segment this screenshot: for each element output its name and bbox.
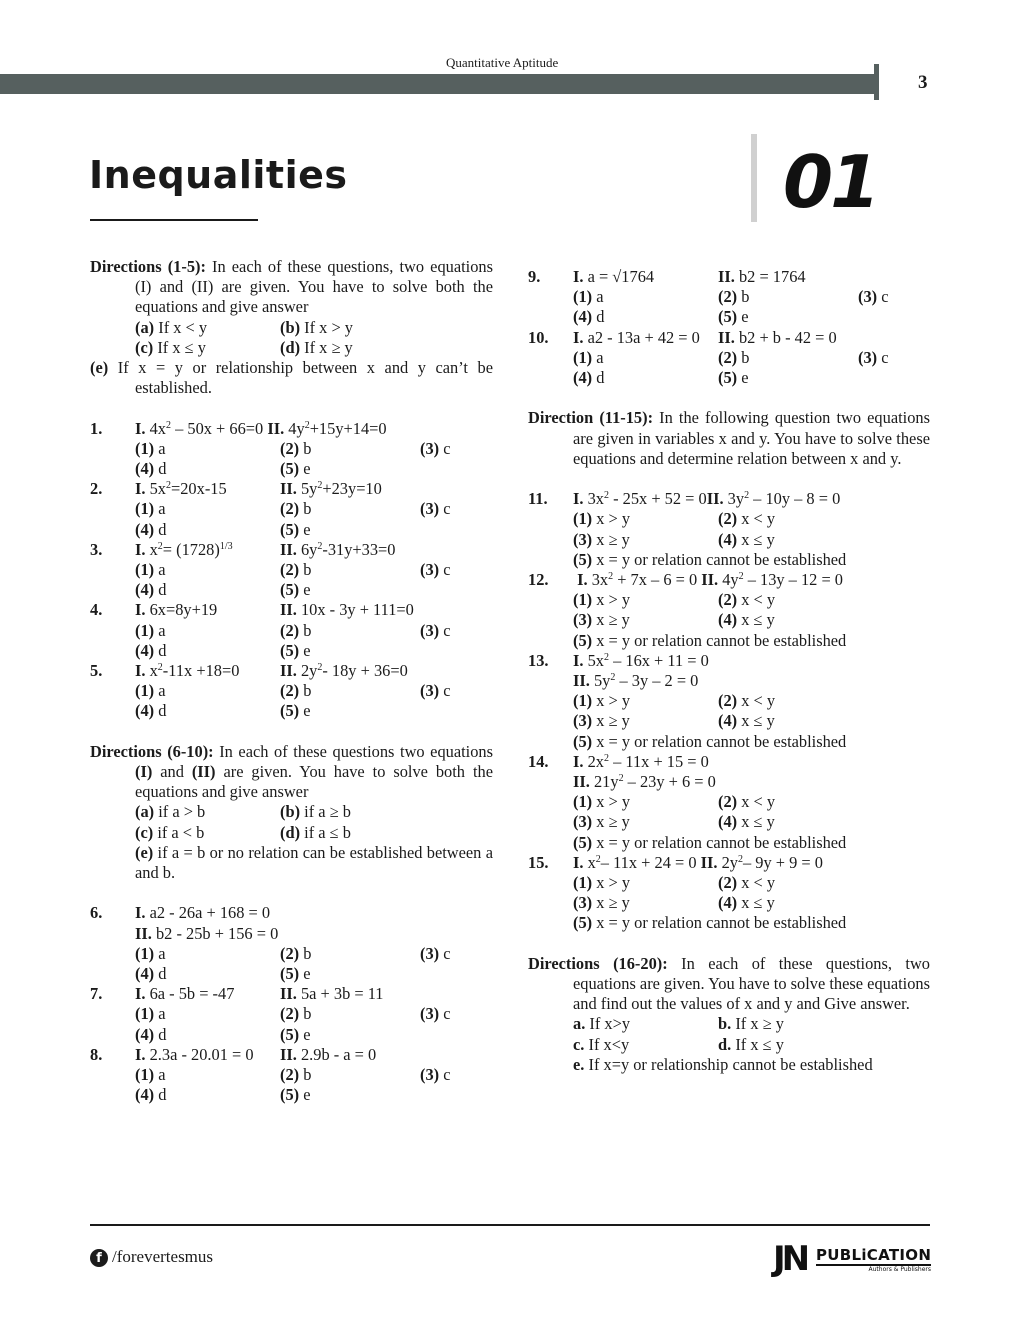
question-15 xyxy=(528,853,930,934)
directions-heading: Directions (1-5): xyxy=(90,257,206,276)
options-row: (1) x > y (2) x < y xyxy=(573,590,776,610)
answer-option-e: (e) If x = y or relationship between x and y can’t be established. xyxy=(90,358,493,398)
title-underline xyxy=(90,219,258,221)
question-5 xyxy=(90,661,493,722)
right-column xyxy=(528,267,930,1075)
options-row: (1) a (2) b (3) c xyxy=(135,1065,451,1085)
equations: I. $4x^2 - 50x + 66=0$ II. $4y^2+15y+14=0$ xyxy=(135,418,387,438)
equation-2: II. $5y^2 - 3y - 2 = 0$ xyxy=(573,671,699,691)
options-row: (4) d (5) e xyxy=(135,1085,311,1105)
options-row: (1) a (2) b (3) c xyxy=(135,681,451,701)
equations: I. 6x=8y+19 II. 10x - 3y + 111=0 xyxy=(135,600,414,620)
options-row: (5) x = y or relation cannot be established xyxy=(573,731,847,751)
options-row: (4) d (5) e xyxy=(135,580,311,600)
options-row: (4) d (5) e xyxy=(135,519,311,539)
header-bar xyxy=(0,74,876,94)
social-handle: /forevertesmus xyxy=(112,1247,214,1266)
options-row: (5) x = y or relation cannot be established xyxy=(573,630,847,650)
answer-options-row: (c) if a < b (d) if a ≤ b xyxy=(135,822,351,842)
directions-text: In each of these questions, two equations (I) and (II) are given. You have to solve both the equations and give answer xyxy=(135,257,493,317)
equation-2: II. $21y^2 - 23y + 6 = 0$ xyxy=(573,772,716,792)
answer-option-e: e. If x=y or relationship cannot be established xyxy=(573,1054,873,1074)
options-row: (1) a (2) b (3) c xyxy=(135,1004,451,1024)
header-bar-end xyxy=(874,64,879,100)
equations: I. $x^2= (1728)^{1/3}$ II. $6y^2-31y+33=0$ xyxy=(135,539,396,559)
equation-2: II. b2 - 25b + 156 = 0 xyxy=(135,923,279,943)
directions-6-10: Directions (6-10): In each of these questions two equations (I) and (II) are given. You have to solve both the equations and give answer (a) if a > b (b) if a ≥ b (c) if a < b (d) if a ≤ b (e) if a = b or no relation can be established between a and b. xyxy=(90,741,493,883)
question-2 xyxy=(90,479,493,540)
options-row: (4) d (5) e xyxy=(573,307,749,327)
chapter-title: Inequalities xyxy=(89,153,348,197)
equations: I. $3x^2 + 7x - 6 = 0$ II. $4y^2 - 13y - 12 = 0$ xyxy=(577,570,844,590)
equation-1: I. $2x^2 - 11x + 15 = 0$ xyxy=(573,751,709,771)
options-row: (3) x ≥ y (4) x ≤ y xyxy=(573,529,775,549)
options-row: (3) x ≥ y (4) x ≤ y xyxy=(573,893,775,913)
question-number: 15. xyxy=(528,852,549,872)
question-7 xyxy=(90,984,493,1045)
left-column xyxy=(90,257,493,1105)
options-row: (1) a (2) b (3) c xyxy=(573,347,889,367)
options-row: (4) d (5) e xyxy=(135,640,311,660)
directions-text: In each of these questions, two equations are given. You have to solve these equations and find out the values of x and y and Give answer. xyxy=(573,953,930,1014)
directions-text: In the following question two equations are given in variables x and y. You have to solve these equations and determine relation between x and y. xyxy=(573,408,930,468)
question-8 xyxy=(90,1045,493,1106)
options-row: (5) x = y or relation cannot be established xyxy=(573,549,847,569)
logo-mark: JN xyxy=(773,1239,807,1279)
options-row: (3) x ≥ y (4) x ≤ y xyxy=(573,610,775,630)
question-11 xyxy=(528,489,930,570)
options-row: (1) a (2) b (3) c xyxy=(135,943,451,963)
question-13 xyxy=(528,651,930,752)
question-14 xyxy=(528,752,930,853)
question-number: 14. xyxy=(528,751,549,771)
question-1 xyxy=(90,419,493,480)
answer-options-row: (a) if a > b (b) if a ≥ b xyxy=(135,802,351,822)
options-row: (1) a (2) b (3) c xyxy=(135,560,451,580)
options-row: (5) x = y or relation cannot be established xyxy=(573,832,847,852)
equations: I. 6a - 5b = -47 II. 5a + 3b = 11 xyxy=(135,984,384,1004)
question-9 xyxy=(528,267,930,328)
options-row: (4) d (5) e xyxy=(135,701,311,721)
chapter-number-bar xyxy=(751,134,757,222)
directions-11-15 xyxy=(528,408,930,469)
options-row: (5) x = y or relation cannot be established xyxy=(573,913,847,933)
directions-heading: Directions (16-20): xyxy=(528,953,668,973)
question-number: 10. xyxy=(528,327,549,347)
directions-heading: Direction (11-15): xyxy=(528,408,654,428)
options-row: (4) d (5) e xyxy=(135,459,311,479)
answer-options-row: (a) If x < y (b) If x > y xyxy=(135,317,353,337)
options-row: (4) d (5) e xyxy=(135,964,311,984)
options-row: (1) x > y (2) x < y xyxy=(573,792,776,812)
question-number: 8. xyxy=(90,1044,103,1064)
equations: I. 2.3a - 20.01 = 0 II. 2.9b - a = 0 xyxy=(135,1044,377,1064)
options-row: (4) d (5) e xyxy=(573,368,749,388)
answer-options-row: a. If x>y b. If x ≥ y xyxy=(573,1014,784,1034)
options-row: (1) a (2) b (3) c xyxy=(135,620,451,640)
options-row: (1) a (2) b (3) c xyxy=(573,287,889,307)
question-6 xyxy=(90,903,493,984)
question-4 xyxy=(90,600,493,661)
question-number: 12. xyxy=(528,570,549,590)
question-number: 9. xyxy=(528,267,541,286)
directions-1-5 xyxy=(90,257,493,398)
directions-16-20 xyxy=(528,954,930,1075)
directions-heading: Directions (6-10): xyxy=(90,741,214,761)
question-number: 4. xyxy=(90,600,103,620)
options-row: (3) x ≥ y (4) x ≤ y xyxy=(573,812,775,832)
options-row: (3) x ≥ y (4) x ≤ y xyxy=(573,711,775,731)
question-10 xyxy=(528,328,930,389)
question-number: 11. xyxy=(528,489,548,509)
publisher-logo xyxy=(773,1240,931,1280)
options-row: (1) x > y (2) x < y xyxy=(573,509,776,529)
options-row: (1) a (2) b (3) c xyxy=(135,499,451,519)
equations: I. $x^2-11x +18=0$ II. $2y^2-$ 18y + 36=0 xyxy=(135,661,408,681)
question-number: 7. xyxy=(90,984,103,1004)
question-number: 6. xyxy=(90,903,103,923)
running-header: Quantitative Aptitude xyxy=(446,55,559,70)
question-number: 5. xyxy=(90,661,103,681)
question-number: 2. xyxy=(90,479,103,499)
chapter-number: 01 xyxy=(783,140,878,224)
answer-options-row: (c) If x ≤ y (d) If x ≥ y xyxy=(135,337,353,357)
footer-rule xyxy=(90,1224,930,1226)
logo-name: PUBLiCATION xyxy=(816,1246,932,1264)
question-12 xyxy=(528,570,930,651)
options-row: (1) x > y (2) x < y xyxy=(573,873,776,893)
equations: I. $5x^2=20x-15$ II. $5y^2+23y=10$ xyxy=(135,479,382,499)
equations: I. a = √1764 II. b2 = 1764 xyxy=(573,267,806,286)
question-number: 13. xyxy=(528,650,549,670)
equation-1: I. $5x^2 - 16x + 11 = 0$ xyxy=(573,650,709,670)
equations: I. $x^2-$ 11x + 24 = 0 II. $2y^2-$ 9y + 9 = 0 xyxy=(573,852,823,872)
equation-1: I. a2 - 26a + 168 = 0 xyxy=(135,903,271,923)
options-row: (4) d (5) e xyxy=(135,1024,311,1044)
question-number: 3. xyxy=(90,539,103,559)
answer-option-e: (e) if a = b or no relation can be established between a and b. xyxy=(135,842,493,883)
equations: I. a2 - 13a + 42 = 0 II. b2 + b - 42 = 0 xyxy=(573,327,837,347)
question-3 xyxy=(90,540,493,601)
options-row: (1) a (2) b (3) c xyxy=(135,438,451,458)
facebook-icon: f xyxy=(90,1249,108,1267)
question-number: 1. xyxy=(90,418,103,438)
equations: I. $3x^2 - 25x + 52 = 0II$. $3y^2 - 10y - 8 = 0$ xyxy=(573,489,841,509)
options-row: (1) x > y (2) x < y xyxy=(573,691,776,711)
answer-options-row: c. If x<y d. If x ≤ y xyxy=(573,1034,784,1054)
logo-tagline: Authors & Publishers xyxy=(868,1266,931,1273)
page-number: 3 xyxy=(918,72,928,93)
